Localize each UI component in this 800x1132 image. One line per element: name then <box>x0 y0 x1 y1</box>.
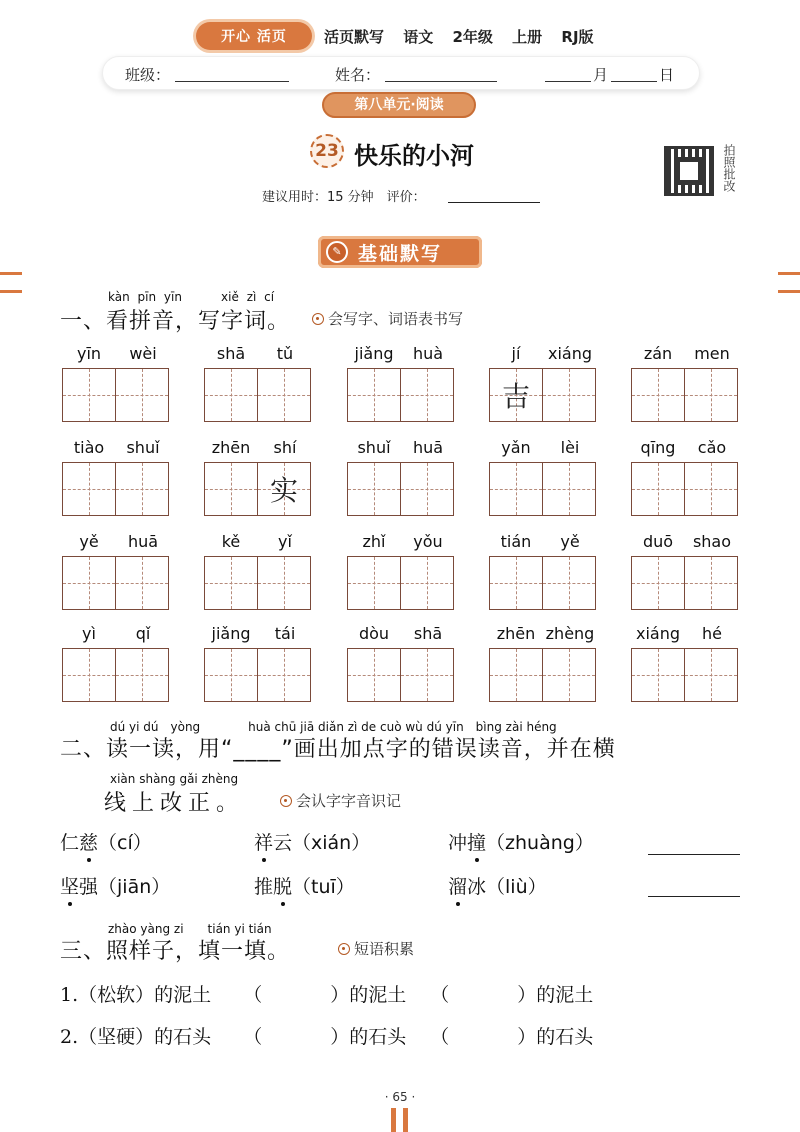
q2-heading-line2: 线上改正。 <box>104 791 245 816</box>
pinyin-label: men <box>694 344 730 363</box>
pinyin-label: yě <box>79 532 99 551</box>
writing-box[interactable] <box>62 556 116 610</box>
section-icon: ✎ <box>326 241 348 263</box>
left-edge-mark <box>0 290 22 293</box>
pinyin-label: zhǐ <box>362 532 386 551</box>
pinyin-label: huà <box>412 344 444 363</box>
word-item <box>204 532 312 618</box>
pinyin-label: duō <box>642 532 674 551</box>
writing-box[interactable] <box>257 556 311 610</box>
pronunciation-item: 坚强（jiān） <box>60 876 171 898</box>
word-item <box>489 438 597 524</box>
header <box>196 22 616 52</box>
brand-text: 开心 活页 <box>221 29 287 45</box>
writing-box[interactable] <box>257 462 311 516</box>
pinyin-label: zán <box>643 344 673 363</box>
pinyin-label: jí <box>511 344 521 363</box>
pinyin-label: yì <box>82 624 96 643</box>
volume-label: 上册 <box>512 28 543 46</box>
fill-example: 1.（松软）的泥土 <box>60 984 212 1006</box>
word-item <box>62 438 170 524</box>
pinyin-label: tiào <box>73 438 105 457</box>
dotted-character: 脱 <box>273 876 293 898</box>
series-label: 活页默写 <box>324 28 385 46</box>
hint-character: 吉 <box>501 380 530 413</box>
pronunciation-item: 溜冰（liù） <box>448 876 547 898</box>
pinyin-label: xiáng <box>547 344 592 363</box>
pinyin-label: zhèng <box>545 624 595 643</box>
word-item <box>347 532 455 618</box>
answer-line[interactable] <box>648 896 740 897</box>
writing-box[interactable] <box>542 556 596 610</box>
pinyin-label: tián <box>500 532 532 551</box>
lesson-number: 23 <box>310 134 344 168</box>
writing-box[interactable] <box>204 368 258 422</box>
subject-label: 语文 <box>403 28 434 46</box>
writing-box[interactable] <box>631 462 685 516</box>
writing-box[interactable] <box>204 648 258 702</box>
word-item <box>631 532 739 618</box>
pinyin-label: kě <box>221 532 241 551</box>
section-banner <box>318 236 482 268</box>
page-number: · 65 · <box>384 1090 416 1104</box>
lesson-title: 快乐的小河 <box>354 142 474 170</box>
fill-row-1: 1.（松软）的泥土 （ ）的泥土 （ ）的泥土 <box>60 984 594 1006</box>
writing-box[interactable] <box>347 368 401 422</box>
grade-label: 2年级 <box>452 28 493 46</box>
writing-box[interactable] <box>115 648 169 702</box>
word-item <box>347 438 455 524</box>
dotted-character: 慈 <box>79 832 99 854</box>
writing-box[interactable] <box>631 648 685 702</box>
pinyin-label: shuǐ <box>126 438 160 457</box>
right-edge-mark <box>778 290 800 293</box>
pinyin-label: yīn <box>76 344 102 363</box>
pinyin-label: shuǐ <box>357 438 391 457</box>
writing-box[interactable] <box>62 648 116 702</box>
month-field[interactable] <box>545 81 591 82</box>
pinyin-label: qǐ <box>135 624 151 643</box>
month-label: 月 <box>593 66 609 84</box>
left-edge-mark <box>0 272 22 275</box>
writing-box[interactable] <box>257 648 311 702</box>
student-info-bar <box>102 56 700 90</box>
pinyin-label: tái <box>274 624 296 643</box>
writing-box[interactable] <box>400 368 454 422</box>
q3-heading: 三、照样子，填一填。 <box>60 939 291 964</box>
day-label: 日 <box>659 66 675 84</box>
word-item <box>489 624 597 710</box>
word-item <box>489 344 597 430</box>
q2-skill-tag: 会认字字音识记 <box>280 790 401 811</box>
writing-box[interactable] <box>62 462 116 516</box>
name-label: 姓名： <box>335 66 381 84</box>
word-item <box>631 624 739 710</box>
word-item <box>631 344 739 430</box>
writing-box[interactable] <box>257 368 311 422</box>
dotted-character: 撞 <box>467 832 487 854</box>
writing-box[interactable] <box>542 648 596 702</box>
word-item <box>204 438 312 524</box>
q3-skill-tag: 短语积累 <box>338 938 414 959</box>
pinyin-label: dòu <box>358 624 390 643</box>
writing-box[interactable] <box>542 368 596 422</box>
pronunciation-item: 冲撞（zhuàng） <box>448 832 594 854</box>
writing-box[interactable] <box>489 648 543 702</box>
pinyin-label: yǎn <box>501 438 531 457</box>
qr-caption: 拍照批改 <box>722 144 736 192</box>
evaluation-field[interactable] <box>448 202 540 203</box>
target-icon <box>280 795 292 807</box>
pinyin-label: yǐ <box>278 532 292 551</box>
writing-box[interactable] <box>489 462 543 516</box>
q2-pinyin-line1: dú yi dú yòng huà chū jiā diǎn zì de cuò wù dú yīn bìng zài héng <box>110 720 557 734</box>
unit-label: 第八单元·阅读 <box>354 97 444 113</box>
pinyin-label: tǔ <box>276 344 294 363</box>
writing-box[interactable] <box>400 556 454 610</box>
word-item <box>631 438 739 524</box>
writing-box[interactable] <box>204 556 258 610</box>
class-label: 班级： <box>125 66 171 84</box>
writing-box[interactable] <box>115 462 169 516</box>
header-info <box>324 26 608 47</box>
writing-box[interactable] <box>684 462 738 516</box>
pinyin-label: hé <box>702 624 722 643</box>
pinyin-label: cǎo <box>697 438 727 457</box>
pinyin-label: shā <box>216 344 246 363</box>
writing-box[interactable] <box>62 368 116 422</box>
dotted-character: 溜 <box>448 876 468 898</box>
dotted-character: 祥 <box>254 832 274 854</box>
word-item <box>347 624 455 710</box>
brand-logo <box>196 22 312 50</box>
pinyin-label: shí <box>273 438 297 457</box>
word-item <box>204 344 312 430</box>
pinyin-label: shā <box>413 624 443 643</box>
target-icon <box>338 943 350 955</box>
bottom-bookmark-icon <box>391 1108 409 1132</box>
word-item <box>347 344 455 430</box>
writing-box[interactable] <box>631 368 685 422</box>
writing-box[interactable] <box>542 462 596 516</box>
pinyin-label: lèi <box>560 438 580 457</box>
pinyin-label: huā <box>127 532 159 551</box>
word-item <box>62 532 170 618</box>
pinyin-label: jiǎng <box>211 624 251 643</box>
word-item <box>204 624 312 710</box>
pinyin-label: yǒu <box>413 532 443 551</box>
writing-box[interactable] <box>347 648 401 702</box>
writing-box[interactable] <box>684 556 738 610</box>
qr-code-icon[interactable] <box>664 146 714 196</box>
writing-box[interactable] <box>400 462 454 516</box>
right-edge-mark <box>778 272 800 275</box>
target-icon <box>312 313 324 325</box>
writing-box[interactable] <box>684 648 738 702</box>
dotted-character: 坚 <box>60 876 80 898</box>
q2-heading-line1: 二、读一读，用“____”画出加点字的错误读音，并在横 <box>60 737 616 762</box>
writing-box[interactable] <box>400 648 454 702</box>
pinyin-label: shao <box>692 532 732 551</box>
writing-box[interactable] <box>489 556 543 610</box>
name-field[interactable] <box>385 81 497 82</box>
edition-label: RJ版 <box>561 28 594 46</box>
class-field[interactable] <box>175 81 289 82</box>
fill-row-2: 2.（坚硬）的石头 （ ）的石头 （ ）的石头 <box>60 1026 594 1048</box>
word-item <box>489 532 597 618</box>
pinyin-label: qīng <box>640 438 676 457</box>
pinyin-label: zhēn <box>496 624 536 643</box>
writing-box[interactable] <box>347 556 401 610</box>
pinyin-label: huā <box>412 438 444 457</box>
q1-heading: 一、看拼音，写字词。 <box>60 309 291 334</box>
q3-pinyin: zhào yàng zi tián yi tián <box>108 922 272 936</box>
suggested-time: 建议用时：15 分钟 评价： <box>262 190 426 205</box>
writing-box[interactable] <box>489 368 543 422</box>
writing-box[interactable] <box>347 462 401 516</box>
pronunciation-item: 推脱（tuī） <box>254 876 355 898</box>
pinyin-label: wèi <box>129 344 157 363</box>
pinyin-label: yě <box>560 532 580 551</box>
hint-character: 实 <box>269 474 298 507</box>
writing-box[interactable] <box>204 462 258 516</box>
q2-pinyin-line2: xiàn shàng gǎi zhèng <box>110 772 239 786</box>
pronunciation-item: 仁慈（cí） <box>60 832 152 854</box>
writing-box[interactable] <box>115 556 169 610</box>
section-title: 基础默写 <box>358 243 443 265</box>
pinyin-label: jiǎng <box>354 344 394 363</box>
pinyin-label: xiáng <box>635 624 680 643</box>
unit-badge <box>322 92 476 118</box>
answer-line[interactable] <box>648 854 740 855</box>
q1-skill-tag: 会写字、词语表书写 <box>312 308 463 329</box>
day-field[interactable] <box>611 81 657 82</box>
writing-box[interactable] <box>115 368 169 422</box>
q1-pinyin: kàn pīn yīn xiě zì cí <box>108 290 275 304</box>
pinyin-label: zhēn <box>211 438 251 457</box>
writing-box[interactable] <box>631 556 685 610</box>
pronunciation-item: 祥云（xián） <box>254 832 371 854</box>
word-item <box>62 344 170 430</box>
word-item <box>62 624 170 710</box>
fill-example: 2.（坚硬）的石头 <box>60 1026 212 1048</box>
writing-box[interactable] <box>684 368 738 422</box>
